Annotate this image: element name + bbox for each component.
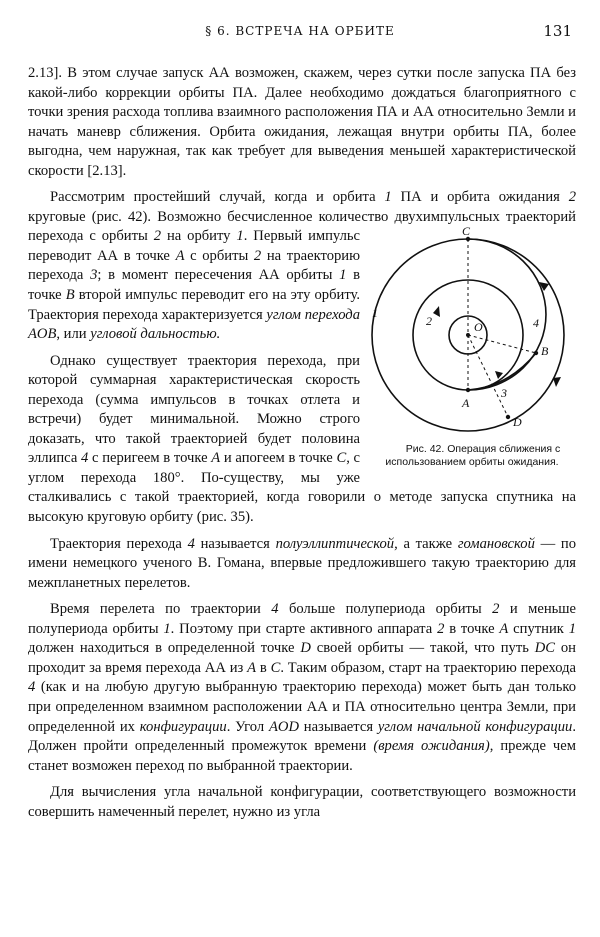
point-d (506, 415, 510, 419)
label-b: B (541, 344, 549, 359)
paragraph-4: Траектория перехода 4 называется полуэллиптической, а также гомановской — по имени немецкого ученого В. Гомана, впервые предложившего такую траекторию для межпланетных перелетов. (28, 535, 577, 591)
label-a: A (462, 396, 470, 411)
label-c: C (462, 227, 471, 239)
label-orbit-1: 1 (372, 306, 378, 321)
paragraph-3: Однако существует траектория перехода, при которой суммарная характеристическая скорость перехода (сумма импульсов в точках отлета и встречи) будет минимальной. Можно строго доказать, что такой траекторией будет половина эллипса 4 с перигеем в точке A и апогеем в точке C, с углом перехода 180°. По-существу, мы уже сталкивались с такой траекторией, когда говорили о методе запуска спутника на высокую круговую орбиту (рис. 35). (28, 352, 576, 526)
section-title: § 6. ВСТРЕЧА НА ОРБИТЕ (205, 24, 395, 38)
paragraph-1: 2.13]. В этом случае запуск АА возможен, скажем, через сутки после запуска ПА без какой-либо коррекции орбиты ПА. Далее необходимо дождаться благоприятного с точки зрения расхода топлива взаимного расположения ПА и АА относительно Земли и начать маневр сближения. Орбита ожидания, лежащая внутри орбиты ПА, более выгодна, чем наружная, так как требует для выведения меньшей характеристической скорости [2.13]. (28, 65, 576, 179)
point-o (466, 333, 470, 337)
label-trajectory-3: 3 (501, 386, 507, 401)
transfer-trajectory-3 (468, 353, 536, 390)
label-d: D (513, 415, 522, 430)
label-trajectory-4: 4 (533, 316, 539, 331)
figure-42 (368, 227, 576, 468)
figure-caption: Рис. 42. Операция сближения с использованием орбиты ожидания. (385, 443, 561, 468)
arrow-orbit-1 (553, 377, 561, 387)
arrow-orbit-2 (433, 306, 440, 317)
transfer-ellipse-4 (468, 239, 546, 390)
label-o: O (474, 320, 483, 335)
label-orbit-2: 2 (426, 314, 432, 329)
point-b (534, 351, 538, 355)
page-number: 131 (543, 22, 572, 40)
running-head (0, 24, 600, 46)
point-a (466, 388, 470, 392)
orbit-diagram (368, 227, 576, 439)
paragraph-2: Рассмотрим простейший случай, когда и орбита 1 ПА и орбита ожидания 2 круговые (рис. 42). Возможно бесчисленное количество двухимпульсных траекторий перехода с орбиты C O A B D 1 2 3 4 Рис. 42. Операция сближения с использованием орбиты ожидания. 2 на орбиту 1. Первый импульс переводит АА в точке A с орбиты 2 на траекторию перехода 3; в момент пересечения АА орбиты 1 в точке B второй импульс переводит его на эту орбиту. Траектория перехода характеризуется углом перехода AOB, или угловой дальностью. (28, 189, 576, 468)
body-text (28, 64, 576, 829)
paragraph-6: Для вычисления угла начальной конфигурации, соответствующего возможности совершить намеченный перелет, нужно из угла (28, 784, 576, 820)
od-line (468, 335, 508, 417)
paragraph-5: Время перелета по траектории 4 больше полупериода орбиты 2 и меньше полупериода орбиты 1. Поэтому при старте активного аппарата 2 в точке A спутник 1 должен находиться в определенной точке D своей орбиты — такой, что путь DC он проходит за время перехода АА из A в C. Таким образом, старт на траекторию перехода 4 (как и на любую другую выбранную траекторию перехода) может быть дан только при определенном взаимном расположении АА и ПА относительно центра Земли, при определенной их конфигурации. Угол AOD называется углом начальной конфигурации. Должен пройти определенный промежуток времени (время ожидания), прежде чем станет возможен переход по выбранной траектории. (28, 601, 576, 774)
